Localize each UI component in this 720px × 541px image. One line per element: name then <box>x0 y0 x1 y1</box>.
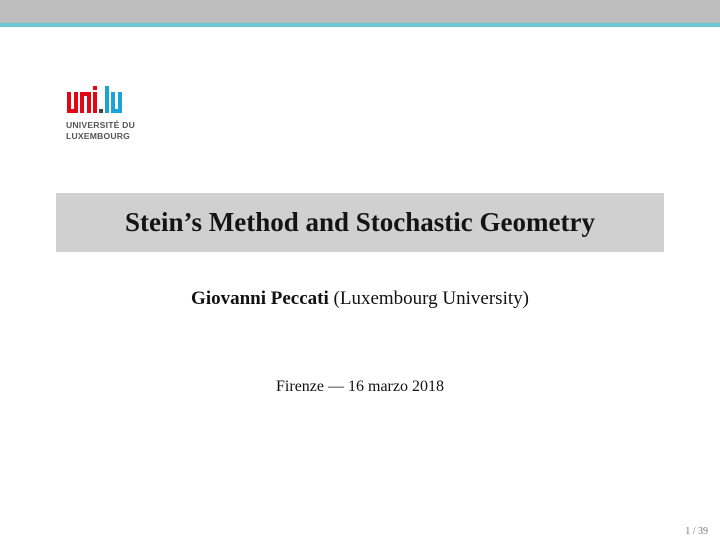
title-box <box>56 193 664 252</box>
page-number: 1 / 39 <box>685 526 708 537</box>
author-name: Giovanni Peccati <box>191 288 329 309</box>
logo-text-line2: LUXEMBOURG <box>66 131 131 141</box>
logo-text-line1: UNIVERSITÉ DU <box>66 120 135 130</box>
author-line <box>0 288 720 310</box>
uni-lu-logo-mark <box>66 86 138 116</box>
header-rule <box>0 23 720 27</box>
university-logo <box>66 86 142 146</box>
author-affiliation: (Luxembourg University) <box>333 288 529 309</box>
header-bar <box>0 0 720 23</box>
slide-title: Stein’s Method and Stochastic Geometry <box>125 207 595 237</box>
date-line: Firenze — 16 marzo 2018 <box>276 378 444 395</box>
